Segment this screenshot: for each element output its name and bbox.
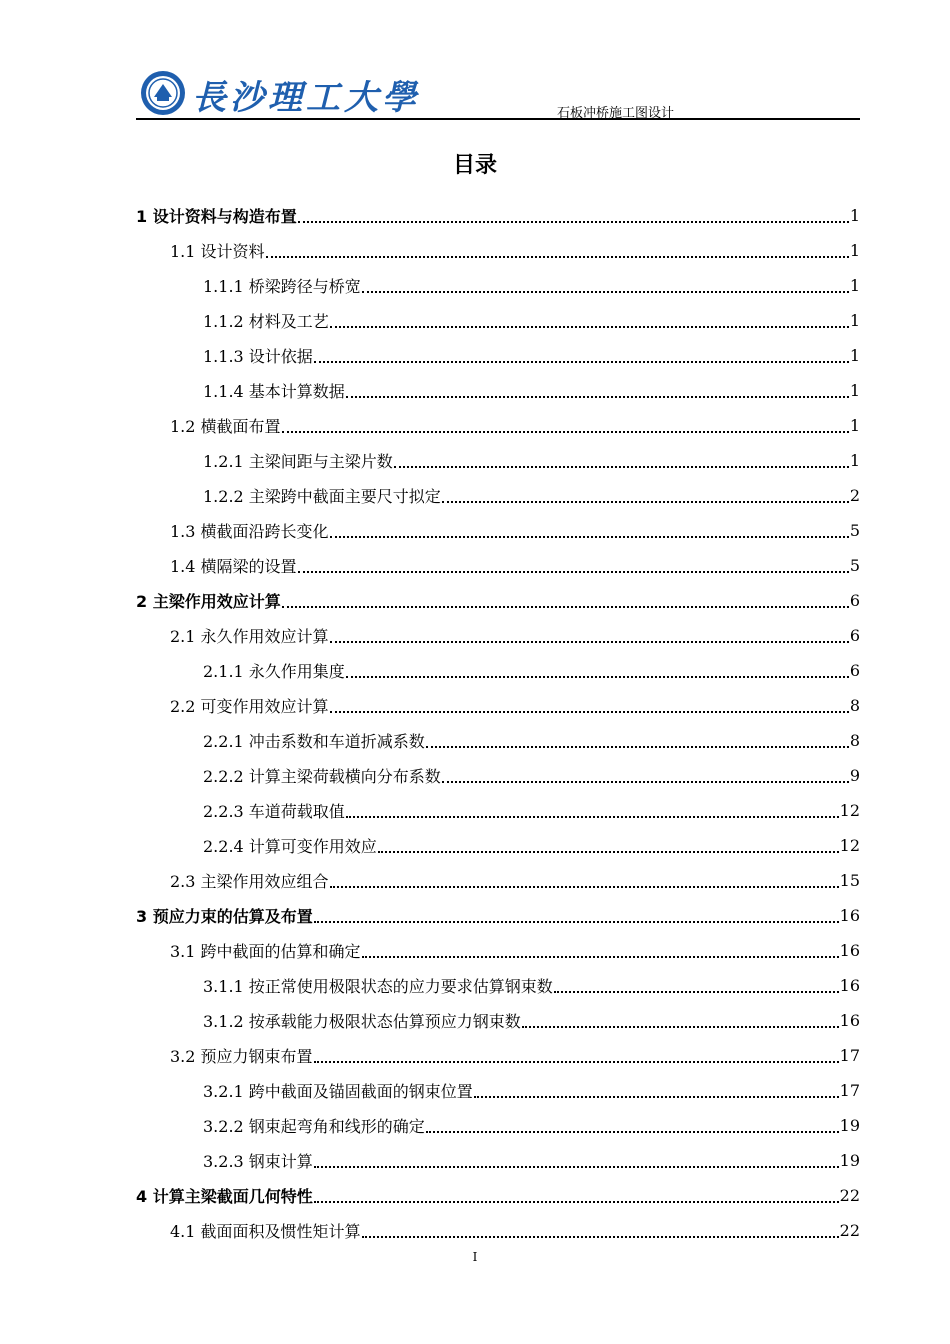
toc-dot-leader <box>330 326 849 328</box>
toc-entry-page: 1 <box>849 381 860 400</box>
toc-entry-page: 1 <box>849 451 860 470</box>
toc-dot-leader <box>554 991 839 993</box>
toc-entry[interactable] <box>136 828 860 863</box>
toc-dot-leader <box>298 221 849 223</box>
toc-entry[interactable] <box>136 688 860 723</box>
toc-entry[interactable] <box>136 898 860 933</box>
toc-entry-label: 3.1.2 按承载能力极限状态估算预应力钢束数 <box>203 1012 521 1031</box>
university-logo-text: 長沙理工大學 <box>192 78 420 118</box>
toc-entry[interactable] <box>136 268 860 303</box>
toc-entry-page: 19 <box>839 1151 860 1170</box>
toc-entry-label: 4.1 截面面积及惯性矩计算 <box>170 1222 361 1241</box>
toc-entry[interactable] <box>136 758 860 793</box>
toc-entry[interactable] <box>136 863 860 898</box>
header-divider <box>136 118 860 120</box>
toc-entry[interactable] <box>136 1213 860 1248</box>
toc-entry-label: 3.1.1 按正常使用极限状态的应力要求估算钢束数 <box>203 977 553 996</box>
toc-entry[interactable] <box>136 583 860 618</box>
toc-entry[interactable] <box>136 653 860 688</box>
toc-entry-page: 16 <box>839 1011 860 1030</box>
toc-entry-page: 16 <box>839 906 860 925</box>
toc-entry[interactable] <box>136 793 860 828</box>
toc-entry-page: 9 <box>849 766 860 785</box>
toc-entry-page: 22 <box>839 1186 860 1205</box>
toc-dot-leader <box>314 1166 839 1168</box>
toc-dot-leader <box>474 1096 839 1098</box>
toc-entry-label: 2.3 主梁作用效应组合 <box>170 872 329 891</box>
toc-entry-page: 17 <box>839 1046 860 1065</box>
page-header <box>136 60 860 120</box>
toc-entry-label: 3.1 跨中截面的估算和确定 <box>170 942 361 961</box>
toc-entry[interactable] <box>136 478 860 513</box>
toc-dot-leader <box>330 886 839 888</box>
toc-entry[interactable] <box>136 233 860 268</box>
toc-dot-leader <box>362 956 839 958</box>
toc-dot-leader <box>362 291 849 293</box>
toc-entry[interactable] <box>136 1073 860 1108</box>
toc-dot-leader <box>314 361 849 363</box>
toc-entry[interactable] <box>136 1108 860 1143</box>
toc-entry-label: 2.2 可变作用效应计算 <box>170 697 329 716</box>
university-seal-icon <box>140 70 186 116</box>
toc-dot-leader <box>330 711 849 713</box>
toc-entry[interactable] <box>136 373 860 408</box>
toc-entry-page: 6 <box>849 591 860 610</box>
toc-dot-leader <box>522 1026 839 1028</box>
toc-entry-page: 6 <box>849 661 860 680</box>
toc-entry-page: 15 <box>839 871 860 890</box>
toc-entry-page: 2 <box>849 486 860 505</box>
toc-dot-leader <box>266 256 849 258</box>
toc-entry-page: 6 <box>849 626 860 645</box>
toc-entry-page: 1 <box>849 346 860 365</box>
toc-entry-page: 16 <box>839 976 860 995</box>
toc-entry-page: 1 <box>849 416 860 435</box>
toc-entry-label: 3.2.2 钢束起弯角和线形的确定 <box>203 1117 425 1136</box>
toc-dot-leader <box>426 1131 839 1133</box>
toc-entry[interactable] <box>136 968 860 1003</box>
toc-entry-page: 12 <box>839 836 860 855</box>
toc-entry-label: 1.1.4 基本计算数据 <box>203 382 345 401</box>
toc-entry-label: 2.2.1 冲击系数和车道折减系数 <box>203 732 425 751</box>
toc-dot-leader <box>314 1061 839 1063</box>
toc-entry-label: 1.2 横截面布置 <box>170 417 281 436</box>
toc-entry-label: 2.1 永久作用效应计算 <box>170 627 329 646</box>
toc-dot-leader <box>346 396 849 398</box>
toc-entry[interactable] <box>136 198 860 233</box>
toc-dot-leader <box>426 746 849 748</box>
toc-dot-leader <box>330 641 849 643</box>
toc-entry-label: 2.2.3 车道荷载取值 <box>203 802 345 821</box>
toc-entry[interactable] <box>136 618 860 653</box>
toc-dot-leader <box>346 816 839 818</box>
toc-entry-page: 1 <box>849 206 860 225</box>
toc-entry-label: 1.1 设计资料 <box>170 242 265 261</box>
toc-entry[interactable] <box>136 1038 860 1073</box>
toc-entry-page: 16 <box>839 941 860 960</box>
page-number: I <box>472 1250 478 1264</box>
table-of-contents <box>136 198 860 1248</box>
toc-entry[interactable] <box>136 338 860 373</box>
toc-entry[interactable] <box>136 933 860 968</box>
toc-entry-label: 2.2.2 计算主梁荷载横向分布系数 <box>203 767 441 786</box>
toc-dot-leader <box>298 571 849 573</box>
toc-entry[interactable] <box>136 548 860 583</box>
toc-dot-leader <box>442 501 849 503</box>
toc-entry-page: 5 <box>849 556 860 575</box>
toc-entry-page: 8 <box>849 731 860 750</box>
toc-entry[interactable] <box>136 408 860 443</box>
toc-entry-label: 1.1.1 桥梁跨径与桥宽 <box>203 277 361 296</box>
toc-dot-leader <box>378 851 839 853</box>
toc-dot-leader <box>330 536 849 538</box>
toc-entry-label: 2.1.1 永久作用集度 <box>203 662 345 681</box>
toc-entry-page: 17 <box>839 1081 860 1100</box>
toc-entry[interactable] <box>136 1003 860 1038</box>
toc-entry-page: 1 <box>849 311 860 330</box>
document-title: 石板冲桥施工图设计 <box>556 106 674 121</box>
toc-entry-page: 1 <box>849 276 860 295</box>
toc-entry[interactable] <box>136 443 860 478</box>
toc-entry-page: 1 <box>849 241 860 260</box>
toc-entry-label: 4 计算主梁截面几何特性 <box>136 1187 313 1206</box>
toc-entry-page: 8 <box>849 696 860 715</box>
toc-dot-leader <box>394 466 849 468</box>
toc-dot-leader <box>442 781 849 783</box>
toc-entry-label: 1.3 横截面沿跨长变化 <box>170 522 329 541</box>
toc-entry[interactable] <box>136 1143 860 1178</box>
toc-entry-label: 2.2.4 计算可变作用效应 <box>203 837 377 856</box>
toc-entry-label: 1.4 横隔梁的设置 <box>170 557 297 576</box>
toc-dot-leader <box>314 921 839 923</box>
toc-entry-label: 3.2.3 钢束计算 <box>203 1152 313 1171</box>
toc-entry-label: 1 设计资料与构造布置 <box>136 207 297 226</box>
toc-entry-label: 3.2.1 跨中截面及锚固截面的钢束位置 <box>203 1082 473 1101</box>
toc-dot-leader <box>314 1201 839 1203</box>
toc-entry-page: 12 <box>839 801 860 820</box>
toc-entry[interactable] <box>136 513 860 548</box>
toc-entry[interactable] <box>136 303 860 338</box>
toc-entry-label: 1.1.2 材料及工艺 <box>203 312 329 331</box>
toc-entry-label: 3.2 预应力钢束布置 <box>170 1047 313 1066</box>
toc-dot-leader <box>346 676 849 678</box>
toc-entry[interactable] <box>136 723 860 758</box>
toc-dot-leader <box>282 606 849 608</box>
toc-entry-label: 1.1.3 设计依据 <box>203 347 313 366</box>
toc-heading: 目录 <box>452 153 497 178</box>
toc-dot-leader <box>362 1236 839 1238</box>
toc-entry-label: 1.2.1 主梁间距与主梁片数 <box>203 452 393 471</box>
toc-entry-page: 5 <box>849 521 860 540</box>
toc-entry[interactable] <box>136 1178 860 1213</box>
toc-dot-leader <box>282 431 849 433</box>
toc-entry-label: 1.2.2 主梁跨中截面主要尺寸拟定 <box>203 487 441 506</box>
toc-entry-page: 22 <box>839 1221 860 1240</box>
toc-entry-page: 19 <box>839 1116 860 1135</box>
toc-entry-label: 3 预应力束的估算及布置 <box>136 907 313 926</box>
toc-entry-label: 2 主梁作用效应计算 <box>136 592 281 611</box>
